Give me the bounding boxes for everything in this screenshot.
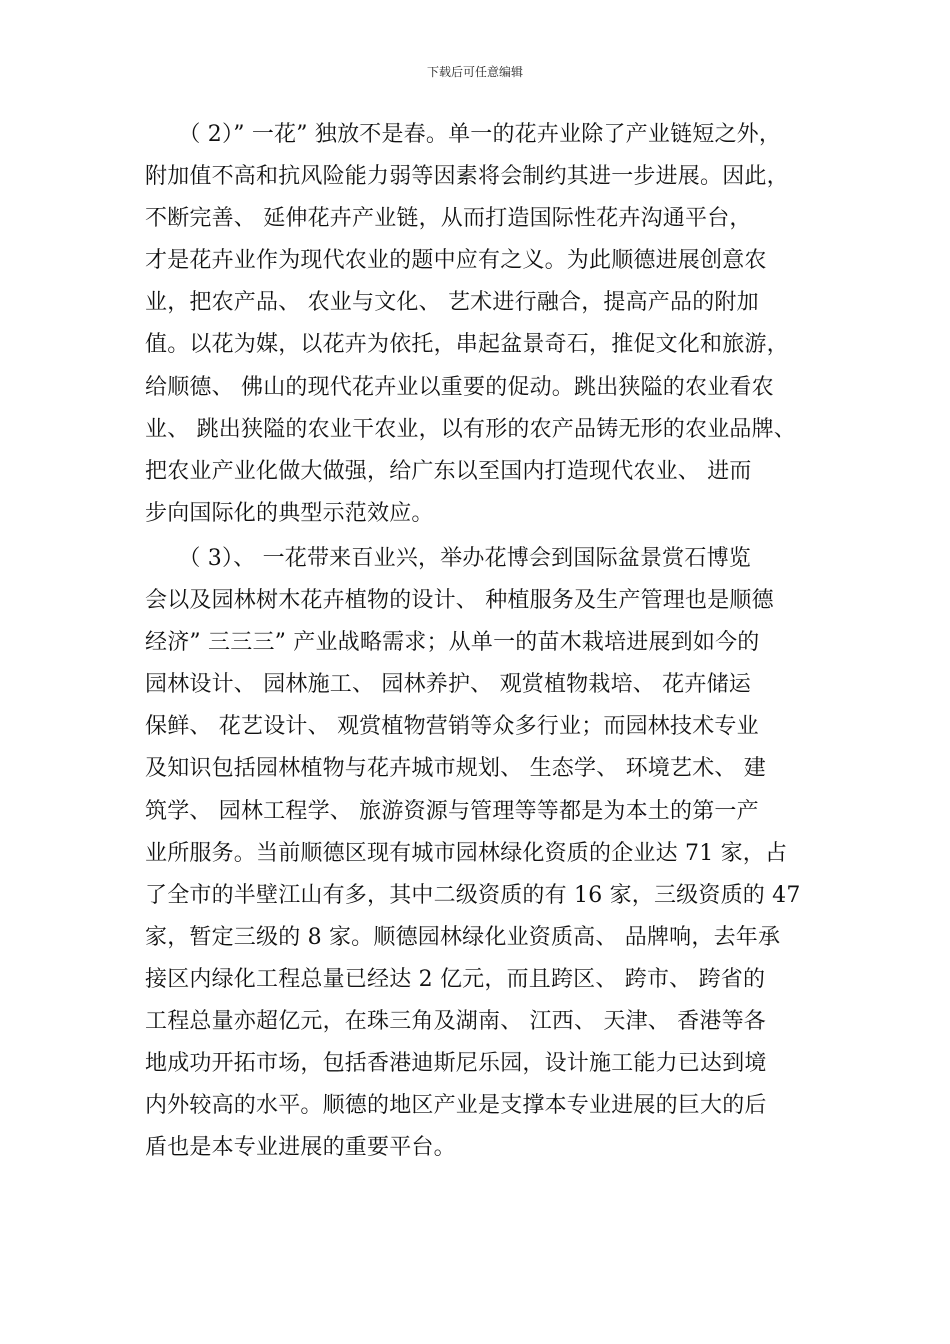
page-header-note: 下载后可任意编辑 [426,65,523,79]
body-paragraph-2: （ 2）” 一花” 独放不是春。单一的花卉业除了产业链短之外， 附加值不高和抗风险能力弱等因素将会制约其进一步进展。因此， 不断完善、 延伸花卉产业链，从而打造国际性花卉沟通平台， 才是花卉业作为现代农业的题中应有之义。为此顺德进展创意农 业，把农产品、 农业与文化、 艺术进行融合，提高产品的附加 值。以花为媒，以花卉为依托，串起盆景奇石，推促文化和旅游， 给顺德、 佛山的现代花卉业以重要的促动。跳出狭隘的农业看农 业、 跳出狭隘的农业干农业，以有形的农产品铸无形的农业品牌、 把农业产业化做大做强，给广东以至国内打造现代农业、 进而 步向国际化的典型示范效应。 [145,122,796,526]
body-paragraph-3: （ 3）、 一花带来百业兴，举办花博会到国际盆景赏石博览 会以及园林树木花卉植物的设计、 种植服务及生产管理也是顺德 经济” 三三三” 产业战略需求；从单一的苗木栽培进展到如今的 园林设计、 园林施工、 园林养护、 观赏植物栽培、 花卉储运 保鲜、 花艺设计、 观赏植物营销等众多行业；而园林技术专业 及知识包括园林植物与花卉城市规划、 生态学、 环境艺术、 建 筑学、 园林工程学、 旅游资源与管理等等都是为本土的第一产 业所服务。当前顺德区现有城市园林绿化资质的企业达 71 家，占 了全市的半壁江山有多，其中二级资质的有 16 家，三级资质的 47 家，暂定三级的 8 家。顺德园林绿化业资质高、 品牌响，去年承 接区内绿化工程总量已经达 2 亿元，而且跨区、 跨市、 跨省的 工程总量亦超亿元，在珠三角及湖南、 江西、 天津、 香港等各 地成功开拓市场，包括香港迪斯尼乐园，设计施工能力已达到境 内外较高的水平。顺德的地区产业是支撑本专业进展的巨大的后 盾也是本专业进展的重要平台。 [145,546,801,1161]
